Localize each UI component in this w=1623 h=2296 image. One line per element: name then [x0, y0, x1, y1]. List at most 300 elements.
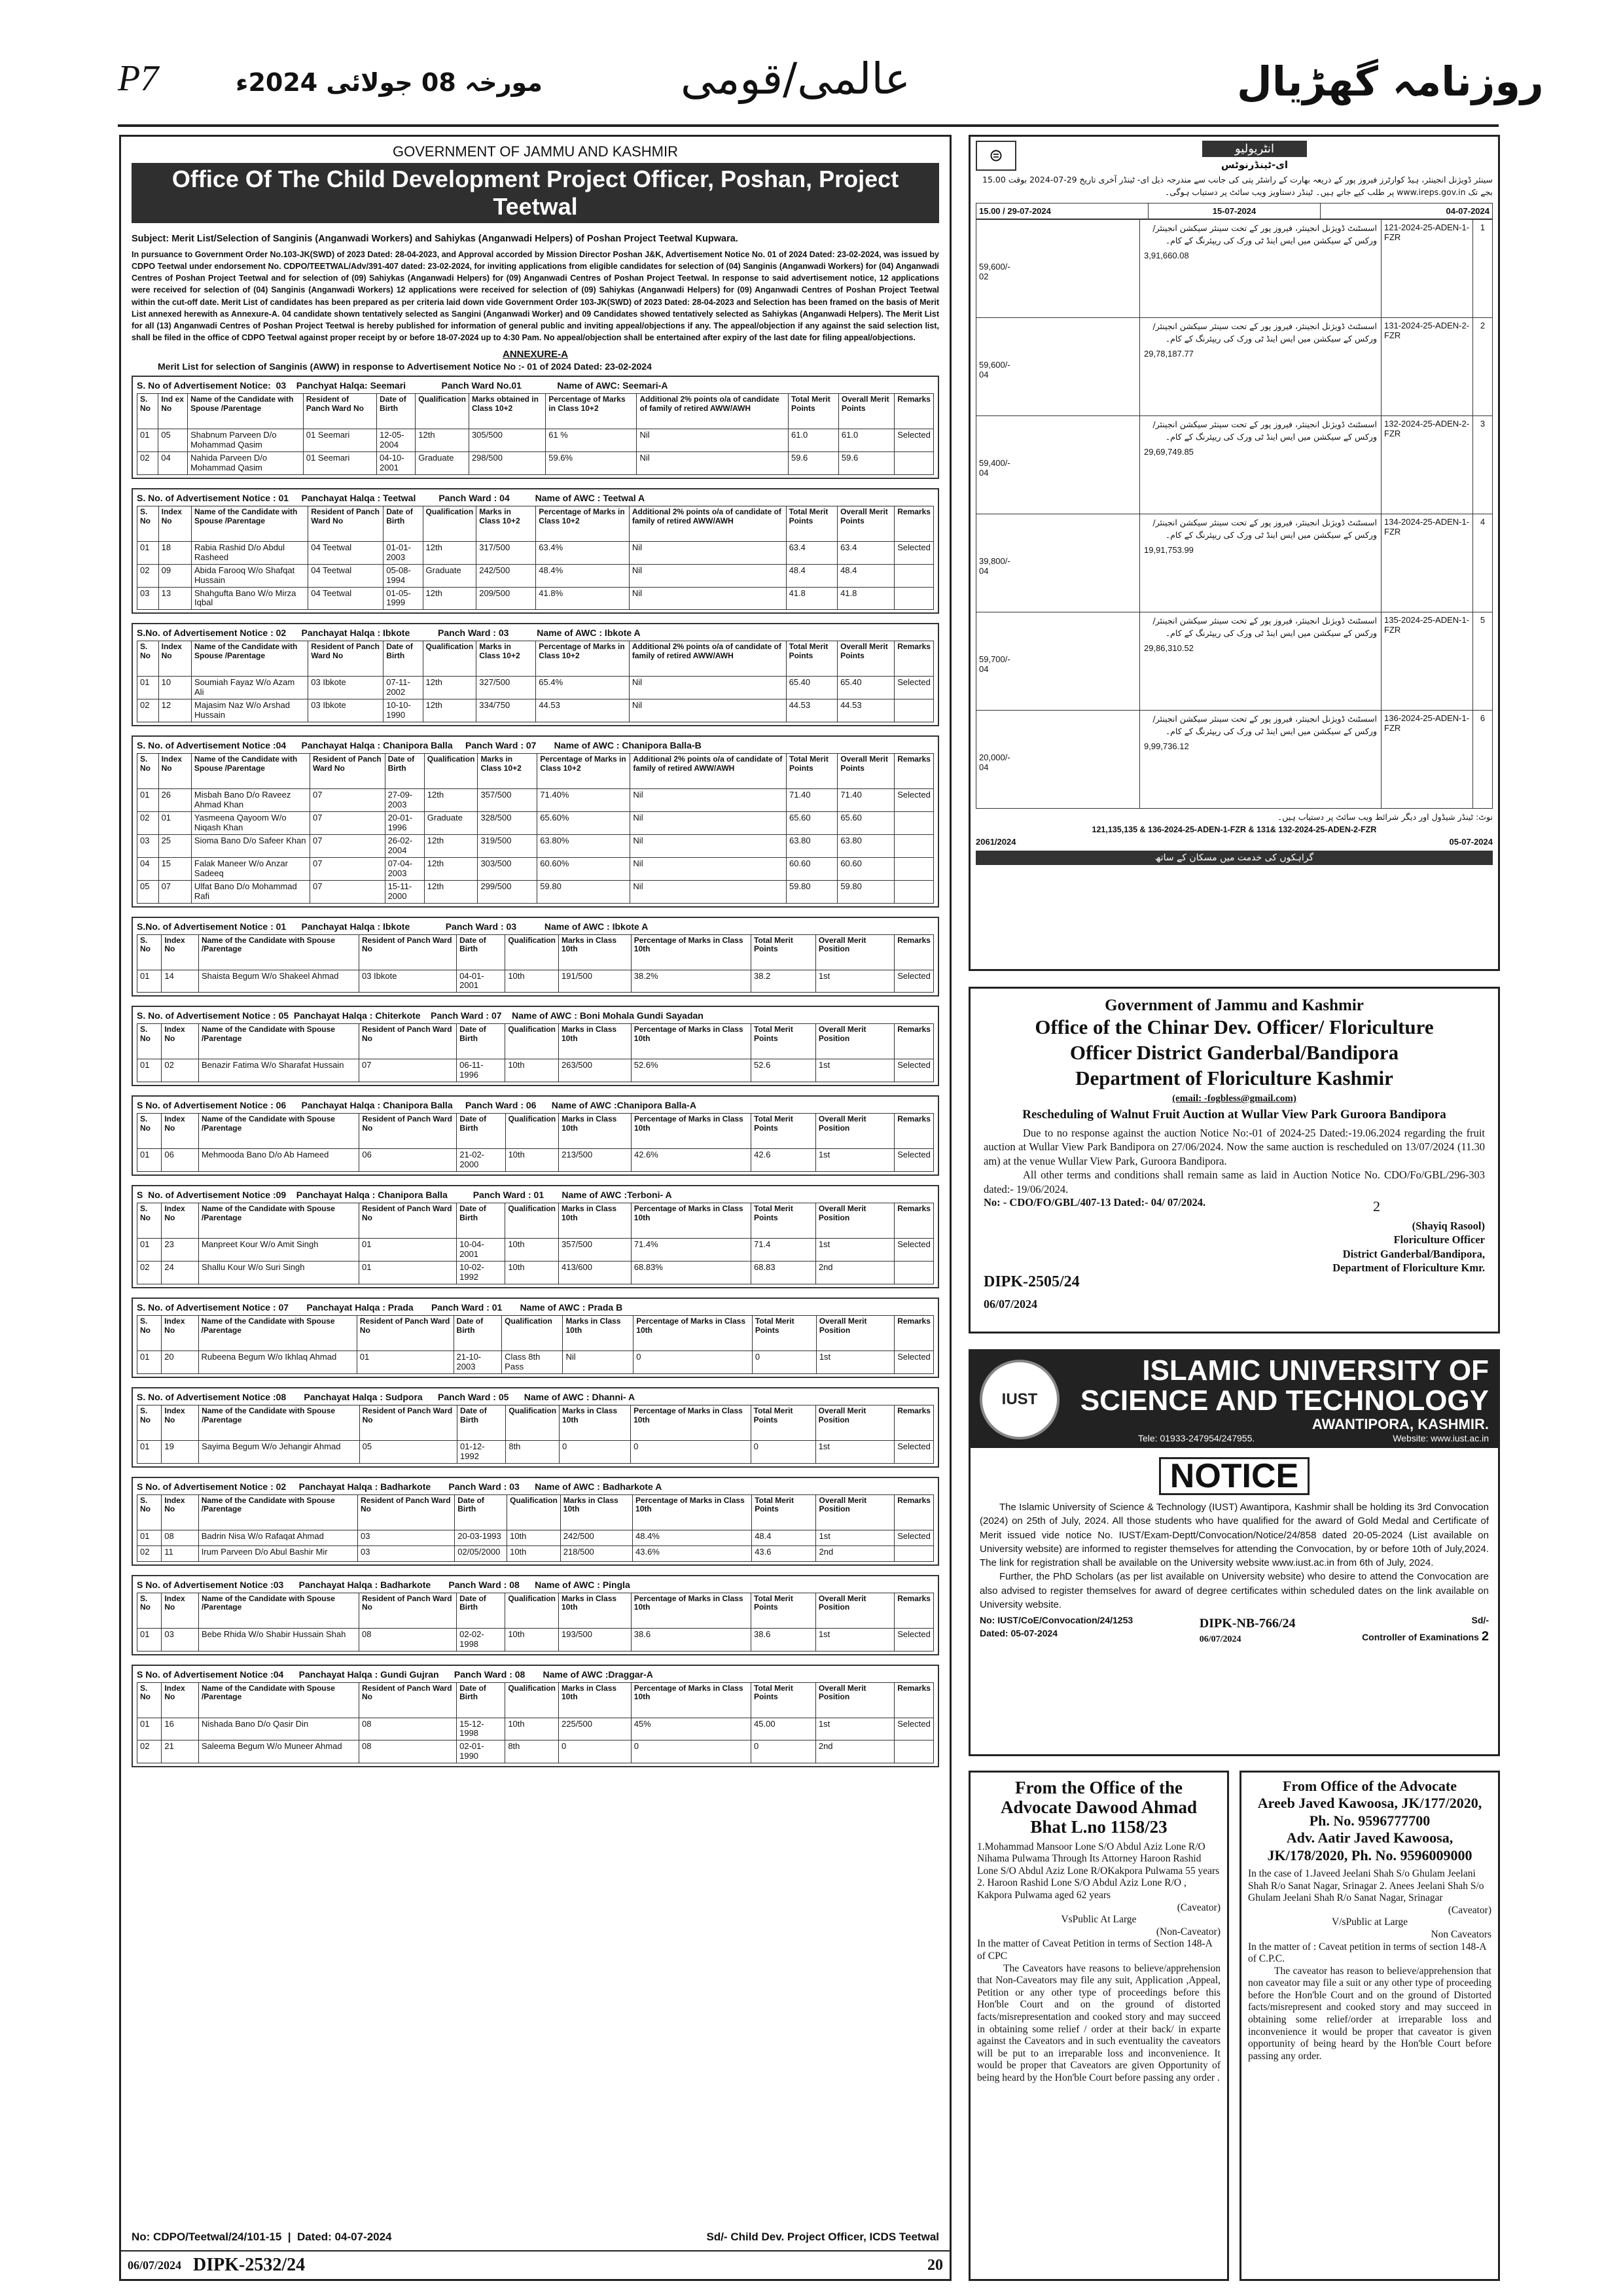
merit-cell: Misbah Bano D/o Raveez Ahmad Khan: [191, 789, 310, 812]
merit-cell: 25: [158, 834, 191, 857]
tender-item-figures: [976, 514, 1140, 612]
merit-header-cell: Name of the Candidate with Spouse /Parentage: [191, 754, 310, 789]
chinar-office: Office of the Chinar Dev. Officer/ Floriculture: [1035, 1016, 1434, 1038]
merit-header-cell: Name of the Candidate with Spouse /Parentage: [198, 1203, 359, 1239]
tender-item-amount: 29,78,187.77: [1144, 349, 1194, 359]
merit-header-cell: S. No: [137, 1494, 162, 1530]
merit-cell: 15: [158, 857, 191, 880]
merit-cell: 299/500: [478, 880, 537, 903]
merit-cell: 01 Seemari: [303, 451, 376, 474]
merit-cell: 59.6: [838, 451, 894, 474]
chinar-sig-department: Department of Floriculture Kmr.: [1332, 1262, 1485, 1275]
merit-header-cell: Name of the Candidate with Spouse /Parentage: [192, 506, 308, 541]
poshan-subject: Subject: Merit List/Selection of Sanginis (Anganwadi Workers) and Sahiykas (Anganwadi Helpers) of Poshan Project Teetwal Kupwara.: [132, 234, 738, 244]
merit-cell: 16: [162, 1718, 199, 1740]
merit-cell: 71.40%: [537, 789, 630, 812]
merit-cell: 07-11-2002: [383, 677, 423, 699]
floriculture-notice: [969, 987, 1500, 1333]
merit-header-cell: Overall Merit Position: [815, 1024, 894, 1059]
iust-place: AWANTIPORA, KASHMIR.: [1311, 1416, 1489, 1433]
merit-cell: 41.8: [786, 587, 838, 610]
tender-item-emd: 39,800/-: [979, 556, 1010, 566]
merit-header-cell: Total Merit Points: [752, 1315, 816, 1351]
merit-header-row: [137, 1315, 934, 1351]
merit-cell: 413/600: [559, 1262, 632, 1284]
merit-cell: 60.60: [787, 857, 838, 880]
merit-cell: 12th: [423, 587, 476, 610]
merit-table: [137, 1405, 934, 1464]
tender-head: انٹریولیو: [1202, 141, 1307, 157]
merit-header-cell: Qualification: [502, 1315, 563, 1351]
merit-header-cell: Index No: [162, 1682, 199, 1718]
merit-cell: 03: [162, 1628, 199, 1651]
merit-row: [137, 1740, 934, 1763]
tender-item: [976, 514, 1492, 612]
merit-cell: 2nd: [815, 1740, 894, 1763]
merit-header-cell: Resident of Panch Ward No: [308, 506, 383, 541]
chinar-subject: Rescheduling of Walnut Fruit Auction at Wullar View Park Guroora Bandipora: [1022, 1108, 1446, 1122]
merit-cell: 2nd: [815, 1262, 894, 1284]
merit-header-cell: Remarks: [895, 1315, 934, 1351]
merit-header-cell: Index No: [162, 1405, 199, 1440]
tender-date-row: [976, 203, 1493, 219]
merit-cell: 0: [631, 1740, 751, 1763]
merit-cell: 12th: [424, 834, 478, 857]
tender-item-number: 1: [1472, 220, 1492, 317]
poshan-footer-signature: Sd/- Child Dev. Project Officer, ICDS Teetwal: [706, 2231, 939, 2243]
merit-header-cell: Index No: [162, 1315, 198, 1351]
merit-section-title: S No. of Advertisement Notice : 06 Panchayat Halqa : Chanipora Balla Panch Ward : 06 Name of AWC :Chanipora Balla-A: [137, 1100, 696, 1111]
merit-section-title: S No. of Advertisement Notice :04 Panchayat Halqa : Gundi Gujran Panch Ward : 08 Name of AWC :Draggar-A: [137, 1669, 653, 1680]
adv2-heading-1: From Office of the Advocate: [1283, 1778, 1457, 1794]
chinar-number: No: - CDO/FO/GBL/407-13 Dated:- 04/ 07/2024.: [984, 1196, 1206, 1209]
merit-header-cell: Resident of Panch Ward No: [359, 1203, 456, 1239]
merit-cell: 02: [137, 564, 159, 587]
merit-table: [137, 1593, 934, 1651]
merit-cell: 45%: [631, 1718, 751, 1740]
adv2-matter: In the matter of : Caveat petition in terms of section 148-A of C.P.C.: [1248, 1941, 1486, 1965]
merit-cell: 19: [162, 1440, 199, 1463]
merit-header-row: [137, 1114, 934, 1149]
merit-section: [132, 1006, 939, 1086]
merit-header-row: [137, 1682, 934, 1718]
merit-cell: 1st: [815, 1239, 894, 1262]
poshan-body: In pursuance to Government Order No.103-JK(SWD) of 2023 Dated: 28-04-2023, and Approval accorded by Mission Director Poshan J&K, Advertisement Notice No. 01 of 2024 Dated: 23-02-2024, was issued by CDPO Teetwal under endorsement No. CDPO/TEETWAL/Adv/391-407 dated: 23-02-2024, for inviting applications from eligible candidates for selection of (04) Sanginis (Anganwadi Workers) for (04) Anganwadi Centres of Poshan Project Teetwal and for selection of (09) Sahiykas (Anganwadi Helpers) for (09) Anganwadi Centres of Poshan Project Teetwal. In response to said advertisement notice, 12 applications were received for selection of (04) Sanginis (Anganwadi Workers) 12 applications were received for selection of (09) Sahiykas (Anganwadi Helpers) for (09) Anganwadi Centres of Poshan Project Teetwal within the cut-off date. Merit List of candidates has been prepared as per criteria laid down vide Government Order 103-JK(SWD) of 2023 Dated: 28-04-2023 and Selection has been framed on the basis of Merit List annexed herewith as Annexure-A. 04 candidate shown tentatively selected as Sangini (Anganwadi Worker) and 09 Candidates showed tentatively selected as Sahiykas (Anganwadi Helpers). The Merit List for all (13) Anganwadi Centres of Poshan Project Teetwal is hereby published for information of general public and inviting appeal/objections if any. The appeal/objection if any against the said selection list, shall be filed in the office of CDPO Teetwal against proper receipt by or before 18-07-2024 up to 4:30 Pam. No appeal/objection shall be entertained after expiry of the last date for filing appeal/objections.: [132, 250, 939, 342]
poshan-footer-dated: Dated: 04-07-2024: [296, 2231, 392, 2243]
merit-header-cell: Additional 2% points o/a of candidate of family of retired AWW/AWH: [637, 394, 789, 429]
merit-header-cell: Name of the Candidate with Spouse /Parentage: [198, 1315, 357, 1351]
tender-item-period: 02: [979, 271, 989, 281]
merit-cell: 10th: [505, 1239, 559, 1262]
merit-cell: 63.80: [838, 834, 895, 857]
merit-header-cell: Resident of Panch Ward No: [308, 641, 383, 677]
merit-cell: Selected: [895, 1440, 934, 1463]
merit-header-cell: Name of the Candidate with Spouse /Parentage: [198, 934, 359, 970]
aww-merit-sections: [132, 376, 939, 908]
merit-header-cell: Date of Birth: [377, 394, 416, 429]
chinar-sig-name: (Shayiq Rasool): [1412, 1220, 1485, 1232]
merit-header-cell: Marks in Class 10th: [559, 1024, 632, 1059]
merit-header-cell: Index No: [162, 1593, 199, 1628]
iust-ref-number: No: IUST/CoE/Convocation/24/1253: [980, 1615, 1133, 1626]
tender-header: [976, 141, 1493, 171]
merit-header-cell: Marks in Class 10+2: [478, 754, 537, 789]
merit-cell: 05: [158, 429, 188, 452]
tender-item-ref: 134-2024-25-ADEN-1-FZR: [1381, 514, 1472, 612]
merit-section: [132, 735, 939, 907]
merit-header-cell: Percentage of Marks in Class 10+2: [546, 394, 637, 429]
merit-header-cell: Qualification: [506, 1405, 560, 1440]
merit-cell: 12th: [424, 789, 478, 812]
merit-cell: Falak Maneer W/o Anzar Sadeeq: [191, 857, 310, 880]
merit-cell: 43.6: [752, 1545, 816, 1561]
merit-header-cell: Marks in Class 10+2: [476, 506, 536, 541]
merit-cell: Nil: [629, 587, 786, 610]
merit-cell: 15-11-2000: [385, 880, 424, 903]
chinar-sig-title: Floriculture Officer: [1393, 1233, 1485, 1246]
merit-cell: 1st: [815, 970, 894, 993]
merit-header-cell: Total Merit Points: [786, 641, 838, 677]
merit-header-cell: Qualification: [416, 394, 469, 429]
merit-cell: Nil: [629, 677, 786, 699]
merit-cell: Graduate: [416, 451, 469, 474]
merit-cell: 317/500: [476, 541, 536, 564]
merit-header-cell: Date of Birth: [457, 1203, 505, 1239]
merit-header-cell: Percentage of Marks in Class 10+2: [536, 506, 630, 541]
merit-cell: Sayima Begum W/o Jehangir Ahmad: [199, 1440, 360, 1463]
merit-header-cell: Remarks: [895, 1405, 934, 1440]
merit-cell: [895, 587, 934, 610]
merit-cell: Nil: [629, 541, 786, 564]
tender-item-ref: 121-2024-25-ADEN-1-FZR: [1381, 220, 1472, 317]
merit-header-cell: Qualification: [505, 1203, 559, 1239]
merit-cell: 08: [162, 1530, 198, 1545]
merit-cell: 12-05-2004: [377, 429, 416, 452]
poshan-notice: [119, 135, 952, 2281]
tender-code: 2061/2024: [976, 836, 1016, 847]
merit-cell: 0: [752, 1351, 816, 1373]
merit-header-cell: Overall Merit Points: [838, 506, 895, 541]
merit-cell: 04 Teetwal: [308, 564, 383, 587]
tender-publish-date: 04-07-2024: [1446, 205, 1489, 216]
merit-cell: 65.40: [838, 677, 895, 699]
merit-header-cell: Overall Merit Position: [815, 1405, 895, 1440]
awh-merit-sections: [132, 917, 939, 1768]
merit-cell: 02-02-1998: [457, 1628, 505, 1651]
tender-item-amount: 9,99,736.12: [1144, 741, 1189, 752]
tender-item-period: 04: [979, 762, 989, 772]
merit-cell: [895, 812, 934, 835]
merit-cell: 07: [310, 834, 385, 857]
adv1-heading-1: From the Office of the: [1015, 1778, 1183, 1797]
merit-header-cell: Remarks: [895, 1114, 934, 1149]
poshan-footer: No: CDPO/Teetwal/24/101-15 | Dated: 04-07-2024 Sd/- Child Dev. Project Officer, ICDS Teetwal: [132, 2231, 939, 2243]
merit-row: [137, 587, 934, 610]
merit-cell: 1st: [815, 1440, 895, 1463]
merit-header-cell: Date of Birth: [457, 1114, 505, 1149]
merit-header-cell: Marks in Class 10th: [563, 1315, 633, 1351]
chinar-para-2: All other terms and conditions shall remain same as laid in Auction Notice No. CDO/Fo/GBL/296-303 dated:- 19/06/2024.: [984, 1169, 1485, 1195]
merit-header-cell: Total Merit Points: [751, 1203, 816, 1239]
merit-header-cell: Percentage of Marks in Class 10th: [631, 1203, 751, 1239]
merit-cell: Selected: [895, 1351, 934, 1373]
merit-cell: 07: [158, 880, 191, 903]
tender-item-period: 04: [979, 369, 989, 380]
merit-cell: 10th: [505, 1628, 559, 1651]
page-number: P7: [118, 58, 159, 99]
merit-cell: 27-09-2003: [385, 789, 424, 812]
merit-header-row: [137, 1405, 934, 1440]
merit-header-cell: Date of Birth: [455, 1494, 507, 1530]
adv1-heading-2: Advocate Dawood Ahmad: [1000, 1797, 1198, 1818]
merit-cell: 48.4%: [633, 1530, 752, 1545]
merit-header-cell: S. No: [137, 1315, 162, 1351]
merit-header-cell: Percentage of Marks in Class 10th: [632, 1114, 751, 1149]
merit-table: [137, 641, 934, 722]
merit-cell: 13: [158, 587, 191, 610]
tender-item-emd: 59,400/-: [979, 457, 1010, 468]
tender-item: [976, 415, 1492, 514]
merit-header-cell: Remarks: [895, 1593, 934, 1628]
poshan-dipk-count: 20: [927, 2256, 943, 2274]
merit-header-cell: Resident of Panch Ward No: [359, 1024, 456, 1059]
merit-cell: [895, 1740, 934, 1763]
merit-cell: 01-12-1992: [457, 1440, 506, 1463]
merit-section-title: S. No of Advertisement Notice: 03 Panchyat Halqa: Seemari Panch Ward No.01 Name of AWC: Seemari-A: [137, 380, 668, 391]
merit-header-cell: Total Merit Points: [786, 506, 838, 541]
merit-section: [132, 1298, 939, 1378]
merit-header-row: [137, 1203, 934, 1239]
merit-section: [132, 1575, 939, 1655]
merit-cell: 02: [137, 1262, 162, 1284]
merit-section: [132, 623, 939, 726]
merit-row: [137, 1351, 934, 1373]
tender-date2: 05-07-2024: [1449, 836, 1493, 847]
tender-bottom: [976, 837, 1493, 847]
merit-header-cell: Overall Merit Position: [815, 1682, 894, 1718]
merit-cell: 01: [359, 1262, 456, 1284]
chinar-email: (email: -fogbless@gmail.com): [1172, 1093, 1296, 1104]
merit-header-cell: Index No: [162, 1203, 199, 1239]
chinar-sig-district: District Ganderbal/Bandipora,: [1342, 1247, 1485, 1260]
merit-cell: Nishada Bano D/o Qasir Din: [198, 1718, 359, 1740]
merit-cell: 71.4%: [631, 1239, 751, 1262]
merit-cell: 03: [137, 834, 159, 857]
merit-cell: 303/500: [478, 857, 537, 880]
merit-cell: [895, 880, 934, 903]
merit-row: [137, 1440, 934, 1463]
merit-cell: 06: [359, 1149, 457, 1172]
tender-item-desc: اسسٹنٹ ڈویژنل انجینئر، فیروز پور کے تحت سینئر سیکشن انجینئر/ ورکس کے سیکشن میں ایس اینڈ ٹی ورک کی ریپئرنگ کے کام۔: [1152, 615, 1377, 638]
merit-header-row: [137, 754, 934, 789]
merit-header-cell: Remarks: [895, 1203, 934, 1239]
iust-telephone: Tele: 01933-247954/247955.: [1138, 1433, 1255, 1444]
caveat-dawood-ahmad: [969, 1771, 1229, 2281]
merit-header-cell: Remarks: [895, 506, 934, 541]
merit-row: [137, 429, 934, 452]
adv2-vs: V/sPublic at Large: [1332, 1916, 1408, 1928]
merit-table: [137, 506, 934, 610]
merit-cell: 38.2: [751, 970, 816, 993]
tender-item-amount: 19,91,753.99: [1144, 545, 1194, 556]
merit-cell: 8th: [506, 1440, 560, 1463]
section-title: عالمی/قومی: [681, 54, 911, 104]
merit-cell: 03: [357, 1530, 454, 1545]
merit-cell: 04: [158, 451, 188, 474]
railway-logo-icon: ⊜: [976, 141, 1016, 171]
merit-cell: Badrin Nisa W/o Rafaqat Ahmad: [198, 1530, 357, 1545]
merit-header-cell: Index No: [162, 1114, 199, 1149]
tender-item-figures: [976, 220, 1140, 317]
merit-section-title: S No. of Advertisement Notice :09 Panchayat Halqa : Chanipora Balla Panch Ward : 01 Name of AWC :Terboni- A: [137, 1190, 672, 1201]
merit-cell: 06-11-1996: [457, 1059, 505, 1082]
merit-section-title: S.No. of Advertisement Notice : 02 Panchayat Halqa : Ibkote Panch Ward : 03 Name of AWC : Ibkote A: [137, 627, 641, 639]
tender-item-emd: 20,000/-: [979, 752, 1010, 762]
merit-cell: [895, 564, 934, 587]
merit-header-cell: Percentage of Marks in Class 10+2: [537, 754, 630, 789]
merit-cell: Irum Parveen D/o Abul Bashir Mir: [198, 1545, 357, 1561]
merit-cell: 20: [162, 1351, 198, 1373]
merit-cell: 71.40: [838, 789, 895, 812]
merit-cell: 68.83: [751, 1262, 816, 1284]
adv1-noncaveator: (Non-Caveator): [1156, 1926, 1221, 1937]
merit-cell: Selected: [895, 677, 934, 699]
iust-banner: [971, 1351, 1498, 1448]
merit-header-cell: Remarks: [895, 1024, 934, 1059]
merit-cell: 44.53: [838, 699, 895, 722]
merit-cell: 01: [137, 429, 158, 452]
merit-cell: 263/500: [559, 1059, 632, 1082]
merit-cell: 48.4: [838, 564, 895, 587]
merit-header-cell: Remarks: [895, 934, 934, 970]
merit-cell: Rabia Rashid D/o Abdul Rasheed: [192, 541, 308, 564]
masthead-rule: [118, 124, 1499, 127]
merit-header-cell: Index No: [158, 641, 191, 677]
merit-header-cell: Name of the Candidate with Spouse /Parentage: [198, 1593, 359, 1628]
merit-cell: 01 Seemari: [303, 429, 376, 452]
tender-item-desc-wrap: [1140, 318, 1381, 415]
poshan-dipk-bar: [121, 2250, 950, 2279]
merit-cell: 8th: [505, 1740, 559, 1763]
merit-cell: 43.6%: [633, 1545, 752, 1561]
merit-row: [137, 1059, 934, 1082]
iust-notice-title: NOTICE: [1159, 1457, 1310, 1495]
merit-cell: 1st: [816, 1351, 894, 1373]
merit-row: [137, 812, 934, 835]
merit-cell: 01: [137, 1239, 162, 1262]
masthead-date: مورخہ 08 جولائی 2024ء: [236, 68, 543, 97]
adv2-noncaveator: Non Caveators: [1431, 1928, 1491, 1940]
merit-cell: 10-02-1992: [457, 1262, 505, 1284]
tender-bid-date: 15-07-2024: [1149, 203, 1321, 219]
merit-cell: [895, 451, 934, 474]
merit-cell: 01: [137, 1149, 162, 1172]
merit-cell: 319/500: [478, 834, 537, 857]
merit-cell: 04: [137, 857, 159, 880]
tender-sub: ای-ٹینڈرنوٹس: [1221, 159, 1289, 171]
tender-item-number: 3: [1472, 416, 1492, 514]
merit-cell: 01: [137, 789, 159, 812]
merit-row: [137, 970, 934, 993]
merit-header-cell: Date of Birth: [457, 1405, 506, 1440]
tender-item-amount: 29,69,749.85: [1144, 447, 1194, 457]
merit-header-cell: Remarks: [895, 394, 934, 429]
adv2-body: The caveator has reason to believe/apprehension that non caveator may file a suit or any other type of proceeding before the Hon'ble Court and on the ground of Distorted facts/misrepresent and cooked story and may succeed in obtaining some relief/order at irreparable loss and inconvenience it would be proper that caveator is given opportunity of being heard by the Hon'ble Court before passing any order.: [1248, 1965, 1491, 2062]
merit-header-cell: Remarks: [895, 754, 934, 789]
merit-cell: Class 8th Pass: [502, 1351, 563, 1373]
merit-cell: 03 Ibkote: [308, 677, 383, 699]
merit-cell: 213/500: [559, 1149, 632, 1172]
merit-header-cell: S. No: [137, 1682, 162, 1718]
merit-cell: Mehmooda Bano D/o Ab Hameed: [198, 1149, 359, 1172]
merit-cell: 61.0: [788, 429, 838, 452]
merit-cell: 20-01-1996: [385, 812, 424, 835]
merit-cell: 04-10-2001: [377, 451, 416, 474]
merit-cell: 04-01-2001: [457, 970, 505, 993]
adv1-body: The Caveators have reasons to believe/apprehension that Non-Caveators may file any suit, Application ,Appeal, Petition or any other type of proceedings before this Hon'ble Court and on the ground of distorted facts/misrepresentation and cooked story and may succeed in obtaining some relief / order at their back/ in exparte against the Caveators and in such eventuality the caveators will be put to an irreparable loss and inconvenience. It would be proper that Caveators are given Opportunity of being heard by the Hon'ble Court before passing any order .: [977, 1962, 1221, 2083]
merit-cell: 01: [158, 812, 191, 835]
merit-cell: 02-01-1990: [457, 1740, 505, 1763]
merit-header-cell: Percentage of Marks in Class 10th: [631, 1593, 751, 1628]
merit-cell: 01: [137, 1351, 162, 1373]
merit-cell: Graduate: [424, 812, 478, 835]
merit-header-cell: Resident of Panch Ward No: [359, 1405, 457, 1440]
merit-header-cell: Name of the Candidate with Spouse /Parentage: [188, 394, 304, 429]
merit-cell: 11: [162, 1545, 198, 1561]
tender-item-number: 4: [1472, 514, 1492, 612]
merit-cell: 01: [357, 1351, 454, 1373]
merit-cell: 10th: [505, 970, 559, 993]
tender-item-desc-wrap: [1140, 612, 1381, 710]
merit-cell: 01: [137, 1530, 162, 1545]
merit-header-cell: Total Merit Points: [751, 1024, 816, 1059]
merit-cell: 38.6: [631, 1628, 751, 1651]
merit-cell: 60.60%: [537, 857, 630, 880]
tender-tagline: گراہکوں کی خدمت میں مسکان کے ساتھ: [976, 851, 1493, 865]
tender-item-desc: اسسٹنٹ ڈویژنل انجینئر، فیروز پور کے تحت سینئر سیکشن انجینئر/ ورکس کے سیکشن میں ایس اینڈ ٹی ورک کی ریپئرنگ کے کام۔: [1152, 222, 1377, 245]
merit-row: [137, 1628, 934, 1651]
merit-cell: Selected: [895, 429, 934, 452]
merit-cell: Selected: [895, 1530, 934, 1545]
merit-cell: 71.40: [787, 789, 838, 812]
merit-cell: 357/500: [559, 1239, 632, 1262]
merit-section-title: S. No. of Advertisement Notice :08 Panchayat Halqa : Sudpora Panch Ward : 05 Name of AWC : Dhanni- A: [137, 1391, 635, 1402]
merit-cell: 02: [162, 1059, 199, 1082]
merit-header-row: [137, 506, 934, 541]
tender-item-amount: 29,86,310.52: [1144, 643, 1194, 654]
merit-section-title: S. No. of Advertisement Notice : 05 Panchayat Halqa : Chiterkote Panch Ward : 07 Name of AWC : Boni Mohala Gundi Sayadan: [137, 1010, 704, 1021]
merit-header-cell: Overall Merit Points: [838, 394, 894, 429]
merit-cell: 48.4: [786, 564, 838, 587]
merit-cell: 298/500: [469, 451, 545, 474]
poshan-dipk-date: 06/07/2024: [128, 2258, 182, 2272]
merit-cell: [895, 834, 934, 857]
merit-cell: 41.8: [838, 587, 895, 610]
merit-table: [137, 753, 934, 903]
merit-section-title: S No. of Advertisement Notice :03 Panchayat Halqa : Badharkote Panch Ward : 08 Name of AWC : Pingla: [137, 1579, 630, 1590]
merit-header-cell: Qualification: [505, 1682, 559, 1718]
merit-header-cell: Index No: [158, 754, 191, 789]
tender-item-figures: [976, 711, 1140, 808]
merit-cell: 15-12-1998: [457, 1718, 505, 1740]
merit-header-cell: Overall Merit Position: [816, 1315, 894, 1351]
merit-header-cell: Marks in Class 10th: [559, 1682, 632, 1718]
merit-cell: 44.53: [786, 699, 838, 722]
merit-row: [137, 834, 934, 857]
tender-item: [976, 612, 1492, 710]
merit-cell: 48.4%: [536, 564, 630, 587]
iust-controller: Controller of Examinations: [1362, 1632, 1479, 1643]
